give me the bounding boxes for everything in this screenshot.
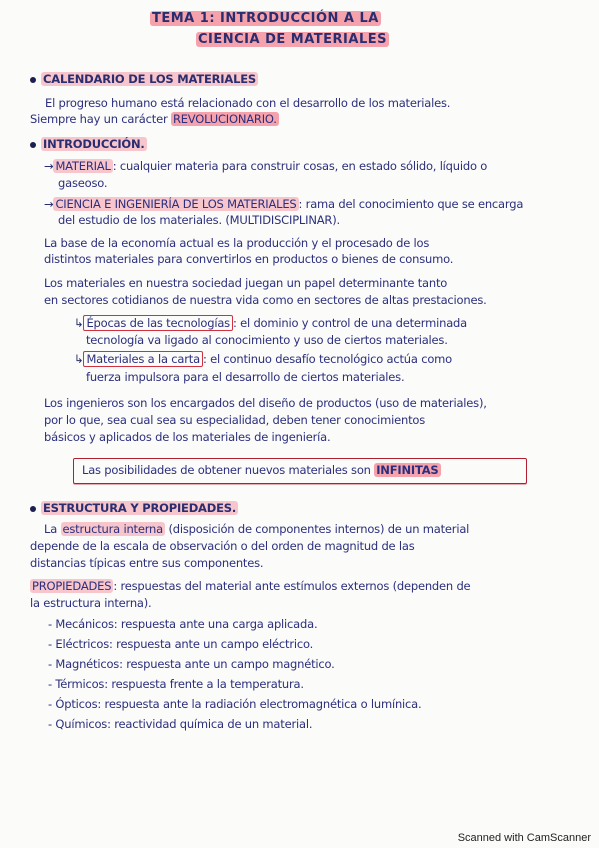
calendario-line-1: El progreso humano está relacionado con el desarrollo de los materiales. <box>45 96 451 110</box>
bullet-icon <box>30 142 36 148</box>
return-arrow-icon: ↳ <box>74 316 84 330</box>
section-heading-calendario: CALENDARIO DE LOS MATERIALES <box>30 72 258 86</box>
carta-line-2: fuerza impulsora para el desarrollo de ciertos materiales. <box>86 370 405 384</box>
ciencia-definition-2: del estudio de los materiales. (MULTIDISCIPLINAR). <box>58 213 340 227</box>
estructura-line-2: depende de la escala de observación o del orden de magnitud de las <box>30 539 415 553</box>
page-title-line-1 <box>150 12 381 26</box>
infinitas-text: Las posibilidades de obtener nuevos materiales son INFINITAS <box>82 463 439 477</box>
arrow-right-icon: → <box>44 197 54 211</box>
propiedades-line-1: PROPIEDADES : respuestas del material ante estímulos externos (dependen de <box>32 579 471 593</box>
section-heading-introduccion: INTRODUCCIÓN. <box>30 137 147 151</box>
intro-p1-line-2: distintos materiales para convertirlos en productos o bienes de consumo. <box>44 252 454 266</box>
material-definition: → MATERIAL : cualquier materia para construir cosas, en estado sólido, líquido o <box>44 159 488 173</box>
intro-p3-line-3: básicos y aplicados de los materiales de ingeniería. <box>44 430 331 444</box>
bullet-icon <box>30 77 36 83</box>
carta-line-1: ↳ Materiales a la carta : el continuo desafío tecnológico actúa como <box>74 352 453 366</box>
prop-item: - Eléctricos: respuesta ante un campo eléctrico. <box>48 637 314 651</box>
intro-p2-line-2: en sectores cotidianos de nuestra vida como en sectores de altas prestaciones. <box>44 293 487 307</box>
epocas-line-2: tecnología va ligado al conocimiento y uso de ciertos materiales. <box>86 333 448 347</box>
infinitas-highlight: INFINITAS <box>376 463 439 477</box>
scanner-watermark: Scanned with CamScanner <box>457 832 591 844</box>
arrow-right-icon: → <box>44 159 54 173</box>
estructura-line-1: La estructura interna (disposición de componentes internos) de un material <box>44 522 470 536</box>
propiedades-line-2: la estructura interna). <box>30 596 152 610</box>
section-heading-estructura: ESTRUCTURA Y PROPIEDADES. <box>30 501 238 515</box>
prop-item: - Químicos: reactividad química de un material. <box>48 717 313 731</box>
ciencia-definition: → CIENCIA E INGENIERÍA DE LOS MATERIALES : rama del conocimiento que se encarga <box>44 197 524 211</box>
page-title-line-2 <box>196 33 389 47</box>
title-highlight-2: CIENCIA DE MATERIALES <box>198 32 387 47</box>
prop-item: - Mecánicos: respuesta ante una carga aplicada. <box>48 617 318 631</box>
epocas-box: Épocas de las tecnologías <box>83 315 233 331</box>
epocas-line-1: ↳ Épocas de las tecnologías : el dominio y control de una determinada <box>74 316 468 330</box>
material-definition-2: gaseoso. <box>58 176 108 190</box>
intro-p1-line-1: La base de la economía actual es la producción y el procesado de los <box>44 236 430 250</box>
estructura-line-3: distancias típicas entre sus componentes. <box>30 556 264 570</box>
prop-item: - Térmicos: respuesta frente a la temperatura. <box>48 677 304 691</box>
title-highlight-1: TEMA 1: INTRODUCCIÓN A LA <box>152 11 379 26</box>
intro-p3-line-2: por lo que, sea cual sea su especialidad, deben tener conocimientos <box>44 413 426 427</box>
carta-box: Materiales a la carta <box>83 351 203 367</box>
bullet-icon <box>30 506 36 512</box>
prop-item: - Magnéticos: respuesta ante un campo magnético. <box>48 657 335 671</box>
prop-item: - Ópticos: respuesta ante la radiación electromagnética o lumínica. <box>48 697 422 711</box>
revolucionario-highlight: REVOLUCIONARIO. <box>172 112 277 126</box>
return-arrow-icon: ↳ <box>74 352 84 366</box>
calendario-line-2: Siempre hay un carácter REVOLUCIONARIO. <box>30 112 277 126</box>
intro-p3-line-1: Los ingenieros son los encargados del diseño de productos (uso de materiales), <box>44 396 487 410</box>
intro-p2-line-1: Los materiales en nuestra sociedad juegan un papel determinante tanto <box>44 276 448 290</box>
